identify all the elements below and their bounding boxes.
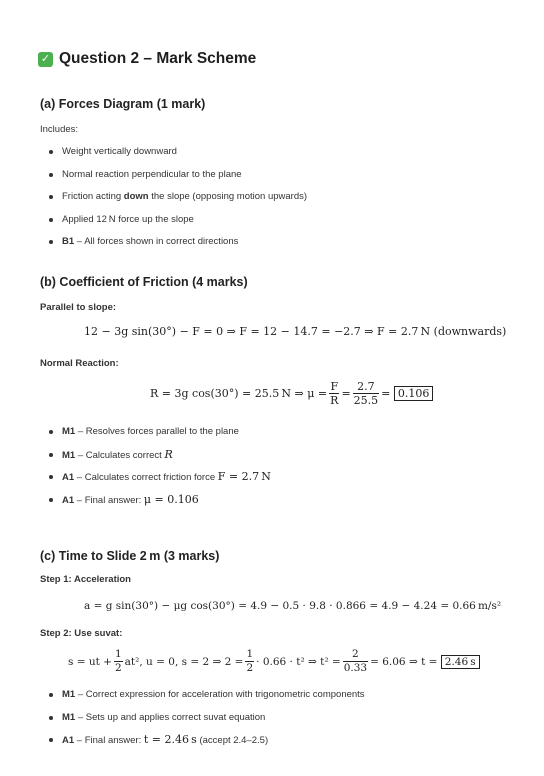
fraction: $\frac{2.7}{25.5}$ (353, 380, 379, 407)
normal-label: Normal Reaction: (40, 358, 119, 369)
step1-label: Step 1: Acceleration (40, 574, 131, 585)
list-item: Applied 12 N force up the slope (62, 214, 307, 237)
list-item: M1 – Sets up and applies correct suvat equation (62, 712, 365, 735)
parallel-label: Parallel to slope: (40, 302, 117, 313)
section-b-marks (62, 426, 271, 516)
list-item: M1 – Calculates correct R (62, 449, 271, 472)
list-item: Normal reaction perpendicular to the plane (62, 169, 307, 192)
equation-parallel: 12 − 3g sin(30°) − F = 0 ⇒ F = 12 − 14.7 = −2.7 ⇒ F = 2.7 N (downwards) (84, 325, 507, 338)
includes-label: Includes: (40, 124, 79, 135)
list-item: M1 – Correct expression for acceleration with trigonometric components (62, 689, 365, 712)
section-a-list (62, 146, 307, 259)
equation-suvat: s = ut + $\frac{1}{2}$ at², u = 0, s = 2 ⇒ 2 = $\frac{1}{2}$ · 0.66 · t² ⇒ t² = $\frac{2}{0.33}$ = 6.06 ⇒ t = 2.46 s (68, 648, 480, 675)
step2-label: Step 2: Use suvat: (40, 628, 123, 639)
fraction: $\frac{1}{2}$ (246, 648, 254, 674)
equation-acceleration: a = g sin(30°) − μg cos(30°) = 4.9 − 0.5 · 9.8 · 0.866 = 4.9 − 4.24 = 0.66 m/s² (84, 600, 502, 612)
list-item: Friction acting down the slope (opposing motion upwards) (62, 191, 307, 214)
section-a-heading: (a) Forces Diagram (1 mark) (40, 97, 206, 111)
list-item: A1 – Calculates correct friction force F = 2.7 N (62, 471, 271, 494)
fraction: $\frac{2}{0.33}$ (343, 648, 368, 674)
boxed-answer: 2.46 s (441, 655, 480, 669)
fraction: $\frac{1}{2}$ (114, 648, 122, 674)
list-item: A1 – Final answer: t = 2.46 s (accept 2.4–2.5) (62, 734, 365, 757)
list-item: Weight vertically downward (62, 146, 307, 169)
list-item: M1 – Resolves forces parallel to the plane (62, 426, 271, 449)
boxed-answer: 0.106 (394, 386, 434, 401)
equation-normal: R = 3g cos(30°) = 25.5 N ⇒ μ = $\frac{F}{R}$ = $\frac{2.7}{25.5}$ = 0.106 (150, 380, 433, 407)
list-item: B1 – All forces shown in correct directions (62, 236, 307, 259)
page-title (38, 50, 256, 68)
list-item: A1 – Final answer: μ = 0.106 (62, 494, 271, 517)
section-b-heading: (b) Coefficient of Friction (4 marks) (40, 275, 248, 289)
check-mark-icon: ✓ (38, 52, 53, 67)
section-c-heading: (c) Time to Slide 2 m (3 marks) (40, 549, 220, 563)
fraction: $\frac{F}{R}$ (330, 380, 339, 407)
page-title-text: Question 2 – Mark Scheme (59, 50, 257, 67)
section-c-marks (62, 689, 365, 757)
